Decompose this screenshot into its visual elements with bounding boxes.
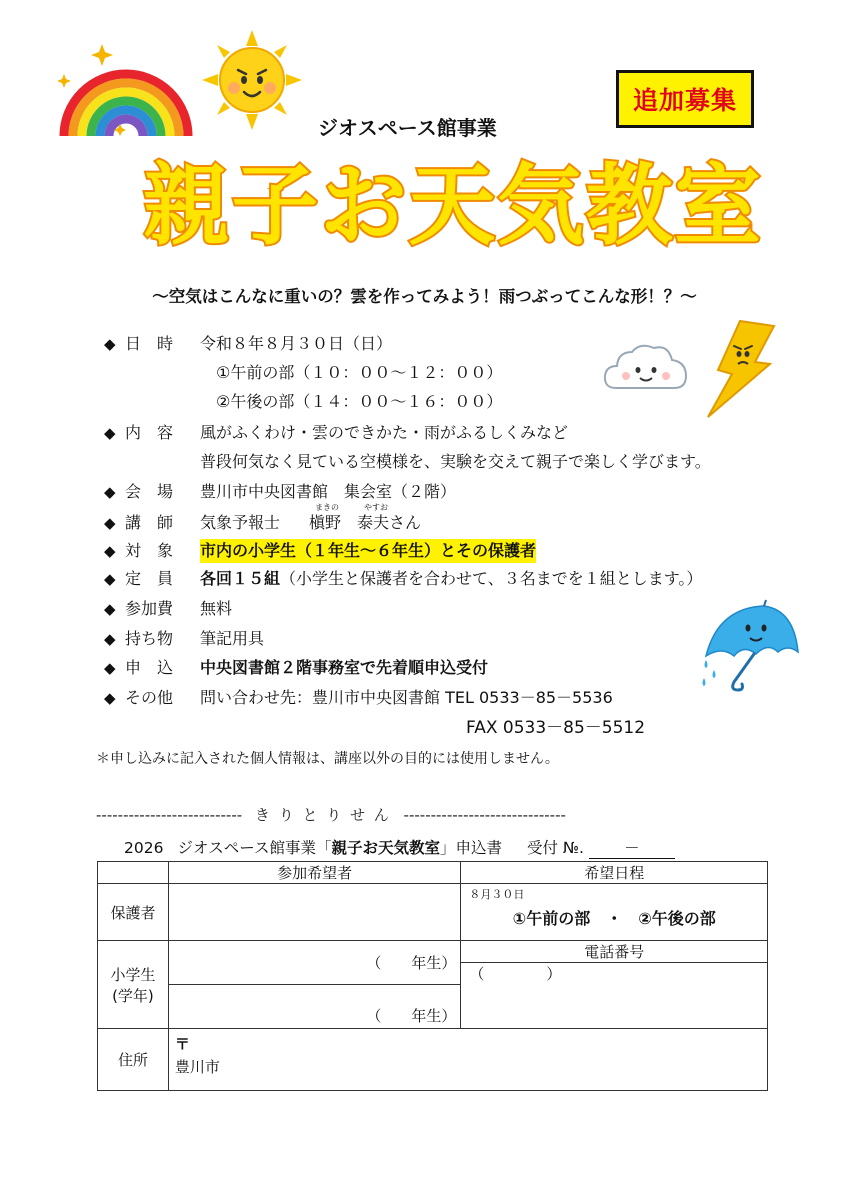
form-year: 2026 (124, 839, 164, 857)
ruby-yasuo: やすお (364, 503, 388, 512)
page-title (138, 148, 768, 258)
diamond-bullet-icon: ◆ (104, 542, 116, 560)
detail-label: 持ち物 (125, 629, 174, 648)
privacy-note: ＊申し込みに記入された個人情報は、講座以外の目的には使用しません。 (96, 751, 559, 767)
detail-value (200, 567, 702, 591)
capacity-note: （小学生と保護者を合わせて、３名までを１組とします。） (280, 569, 703, 588)
cut-dashes-right: ------------------------------ (403, 806, 566, 824)
diamond-bullet-icon: ◆ (104, 483, 116, 501)
child-grade-label: (学年) (112, 986, 154, 1005)
cloud-illustration (602, 338, 690, 396)
lecturer-role: 気象予報士 (200, 513, 281, 532)
schedule-date: ８月３０日 (469, 888, 525, 901)
grade-field: （ 年生） (366, 1007, 457, 1025)
child-label-cell (98, 941, 169, 1029)
detail-label: 会 場 (125, 482, 174, 501)
postal-mark: 〒 (174, 1035, 190, 1053)
phone-header: 電話番号 (461, 941, 768, 963)
form-heading-title: 親子お天気教室 (331, 839, 441, 857)
detail-label: その他 (125, 688, 174, 707)
diamond-bullet-icon: ◆ (104, 514, 116, 532)
form-heading-a: ジオスペース館事業「 (177, 839, 332, 857)
diamond-bullet-icon: ◆ (104, 630, 116, 648)
detail-label: 講 師 (125, 513, 174, 532)
form-corner-cell (98, 862, 169, 884)
additional-recruitment-badge: 追加募集 (616, 70, 754, 128)
diamond-bullet-icon: ◆ (104, 600, 116, 618)
receipt-number-field[interactable] (589, 836, 675, 859)
address-field[interactable] (168, 1029, 767, 1091)
page-title-text: 親子お天気教室 (143, 154, 763, 257)
diamond-bullet-icon: ◆ (104, 689, 116, 707)
detail-label: 内 容 (125, 423, 174, 442)
phone-paren-close: ） (546, 965, 562, 983)
cut-dashes-left: --------------------------- (96, 806, 243, 824)
diamond-bullet-icon: ◆ (104, 659, 116, 677)
diamond-bullet-icon: ◆ (104, 335, 116, 353)
organizer-label: ジオスペース館事業 (318, 116, 497, 140)
session-morning: ①午前の部（１０：００～１２：００） (216, 363, 503, 382)
form-heading-c: 」申込書 (440, 839, 503, 857)
content-description: 普段何気なく見ている空模様を、実験を交えて親子で楽しく学びます。 (200, 452, 711, 471)
child-label: 小学生 (110, 965, 156, 984)
session-choice: ①午前の部 ・ ②午後の部 (512, 909, 716, 928)
address-label: 住所 (98, 1029, 169, 1091)
umbrella-illustration (698, 598, 802, 698)
detail-value: 筆記用具 (200, 629, 265, 648)
capacity-count: 各回１５組 (200, 569, 281, 588)
child-name-field-2[interactable] (168, 985, 461, 1029)
detail-label: 日 時 (125, 334, 174, 353)
sun-illustration (200, 28, 305, 133)
participant-header: 参加希望者 (168, 862, 461, 884)
phone-field[interactable] (461, 963, 768, 1029)
detail-label: 参加費 (125, 599, 174, 618)
rainbow-illustration (52, 40, 202, 140)
detail-value: 市内の小学生（１年生～６年生）とその保護者 (200, 539, 536, 563)
schedule-cell[interactable] (461, 884, 768, 941)
phone-paren-open: （ (469, 965, 485, 983)
guardian-label: 保護者 (98, 884, 169, 941)
address-city: 豊川市 (174, 1058, 220, 1076)
fax-number: FAX 0533－85－5512 (466, 718, 646, 738)
receipt-dash: － (624, 839, 640, 857)
lecturer-name: 槇野 泰夫さん (309, 513, 422, 532)
cut-line (96, 804, 566, 825)
schedule-header: 希望日程 (461, 862, 768, 884)
child-name-field-1[interactable] (168, 941, 461, 985)
application-form-table (97, 861, 768, 1091)
lightning-illustration (700, 318, 780, 420)
diamond-bullet-icon: ◆ (104, 424, 116, 442)
detail-label: 定 員 (125, 569, 174, 588)
detail-value: 無料 (200, 599, 233, 618)
detail-value: 風がふくわけ・雲のできかた・雨がふるしくみなど (200, 423, 569, 442)
subtitle: ～空気はこんなに重いの？雲を作ってみよう！雨つぶってこんな形！？～ (152, 287, 697, 306)
diamond-bullet-icon: ◆ (104, 570, 116, 588)
detail-label: 申 込 (125, 658, 174, 677)
session-afternoon: ②午後の部（１４：００～１６：００） (216, 392, 503, 411)
form-heading (124, 836, 675, 859)
receipt-label: 受付 №. (527, 839, 584, 857)
detail-value: 問い合わせ先：豊川市中央図書館 TEL 0533－85－5536 (200, 688, 613, 707)
guardian-name-field[interactable] (168, 884, 461, 941)
detail-value: 中央図書館２階事務室で先着順申込受付 (200, 658, 489, 677)
detail-value: 令和８年８月３０日（日） (200, 334, 393, 353)
detail-label: 対 象 (125, 541, 174, 560)
cut-label: き り と り せ ん (254, 806, 391, 824)
ruby-makino: まきの (315, 503, 339, 512)
grade-field: （ 年生） (366, 954, 457, 972)
detail-value: 豊川市中央図書館 集会室（２階） (200, 482, 457, 501)
